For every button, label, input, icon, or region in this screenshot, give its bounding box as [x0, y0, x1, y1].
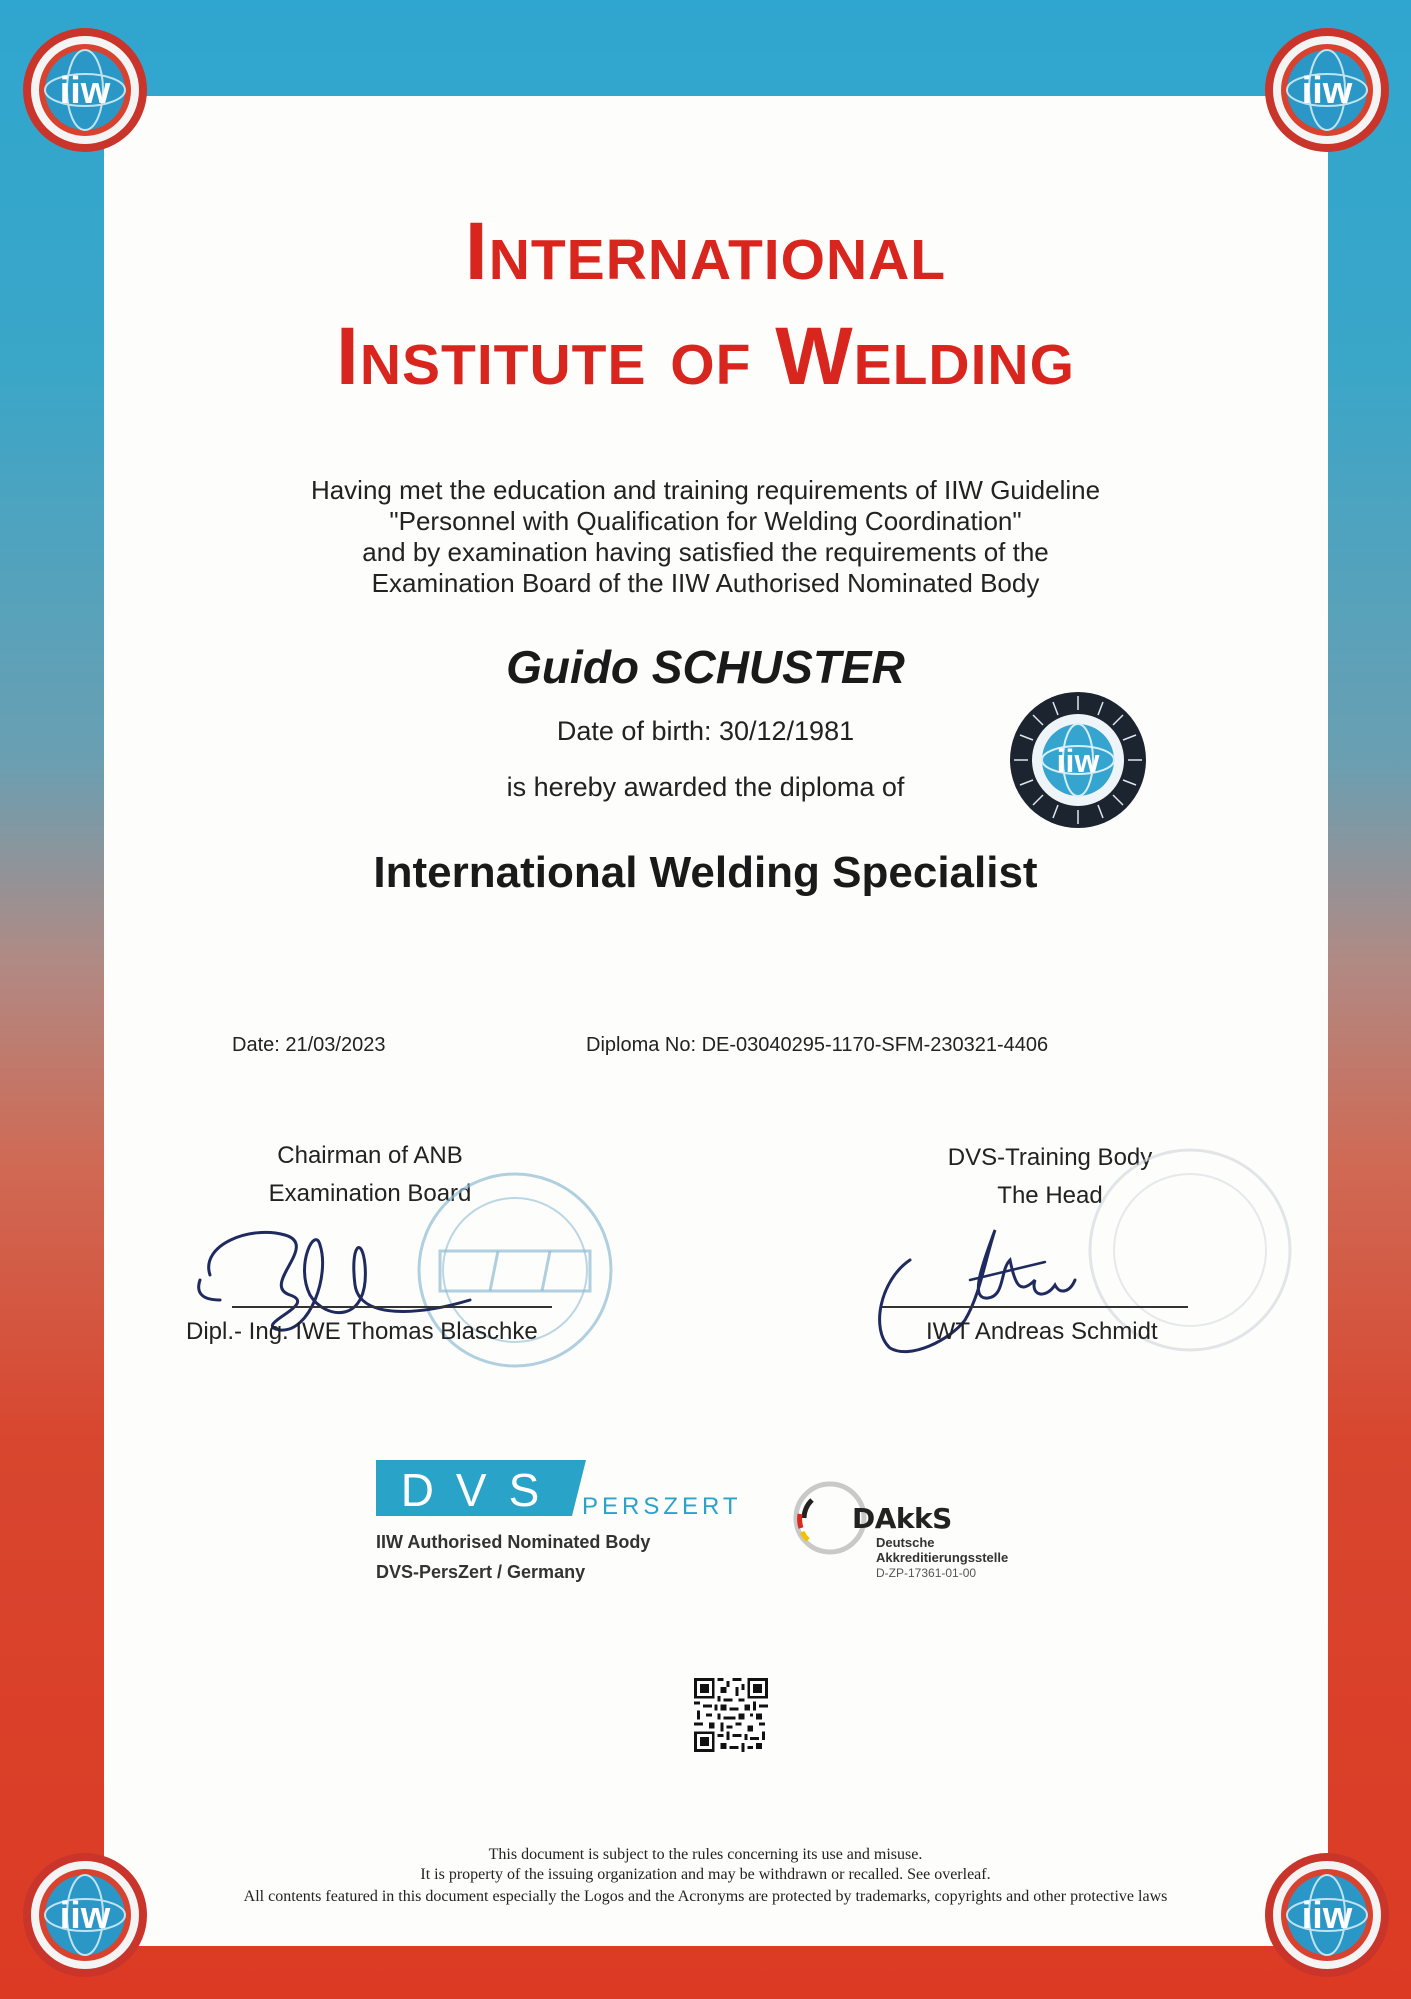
left-signatory-role: Chairman of ANB: [277, 1142, 463, 1169]
intro-line: "Personnel with Qualification for Welding Coordination": [389, 506, 1022, 536]
dvs-perszert-logo: [376, 1458, 742, 1520]
dakks-id: D-ZP-17361-01-00: [876, 1566, 977, 1580]
svg-text:iiw: iiw: [1301, 1895, 1353, 1937]
dvs-body-line2: DVS-PersZert / Germany: [376, 1562, 586, 1582]
svg-text:PERSZERT: PERSZERT: [582, 1493, 742, 1520]
certificate-title-line1: International: [464, 206, 947, 297]
svg-text:iiw: iiw: [59, 70, 111, 112]
intro-line: Having met the education and training requirements of IIW Guideline: [310, 475, 1101, 505]
qr-code-icon: [694, 1678, 768, 1752]
diploma-number: Diploma No: DE-03040295-1170-SFM-230321-4406: [586, 1034, 1049, 1056]
left-signatory-name: Dipl.- Ing. IWE Thomas Blaschke: [186, 1318, 538, 1345]
date-of-birth: Date of birth: 30/12/1981: [556, 716, 855, 746]
diploma-title: International Welding Specialist: [373, 848, 1038, 897]
awarded-text: is hereby awarded the diploma of: [506, 772, 905, 802]
svg-text:DVS: DVS: [400, 1464, 562, 1516]
dvs-body-line1: IIW Authorised Nominated Body: [376, 1532, 651, 1552]
svg-text:iiw: iiw: [1056, 743, 1100, 779]
dakks-sub-line2: Akkreditierungsstelle: [876, 1550, 1009, 1565]
dakks-name: DAkkS: [852, 1502, 952, 1535]
right-signatory-role: DVS-Training Body: [947, 1144, 1153, 1171]
intro-line: Examination Board of the IIW Authorised Nominated Body: [371, 568, 1040, 598]
dakks-sub-line1: Deutsche: [876, 1535, 935, 1550]
left-signature-icon: [190, 1205, 500, 1335]
svg-text:iiw: iiw: [59, 1895, 111, 1937]
right-signatory-name: IWT Andreas Schmidt: [926, 1318, 1158, 1345]
right-signatory-role: The Head: [997, 1182, 1103, 1209]
right-signature-line: [882, 1306, 1188, 1308]
iiw-corner-logo-top-right: [1262, 25, 1392, 155]
diploma-date: Date: 21/03/2023: [232, 1034, 386, 1056]
svg-text:iiw: iiw: [1301, 70, 1353, 112]
left-signature-line: [232, 1306, 552, 1308]
recipient-name: Guido SCHUSTER: [506, 641, 905, 693]
iiw-corner-logo-top-left: [20, 25, 150, 155]
footer-line: All contents featured in this document especially the Logos and the Acronyms are protected by trademarks, copyrights and other protective laws: [243, 1888, 1168, 1905]
footer-line: It is property of the issuing organization and may be withdrawn or recalled. See overleaf.: [420, 1866, 991, 1883]
certificate-title-line2: Institute of Welding: [336, 311, 1075, 402]
intro-line: and by examination having satisfied the requirements of the: [362, 537, 1049, 567]
intro-paragraph: [0, 475, 1411, 599]
iiw-seal-icon: [1008, 690, 1148, 830]
footer-line: This document is subject to the rules concerning its use and misuse.: [488, 1846, 923, 1863]
left-signatory-role: Examination Board: [268, 1180, 472, 1207]
